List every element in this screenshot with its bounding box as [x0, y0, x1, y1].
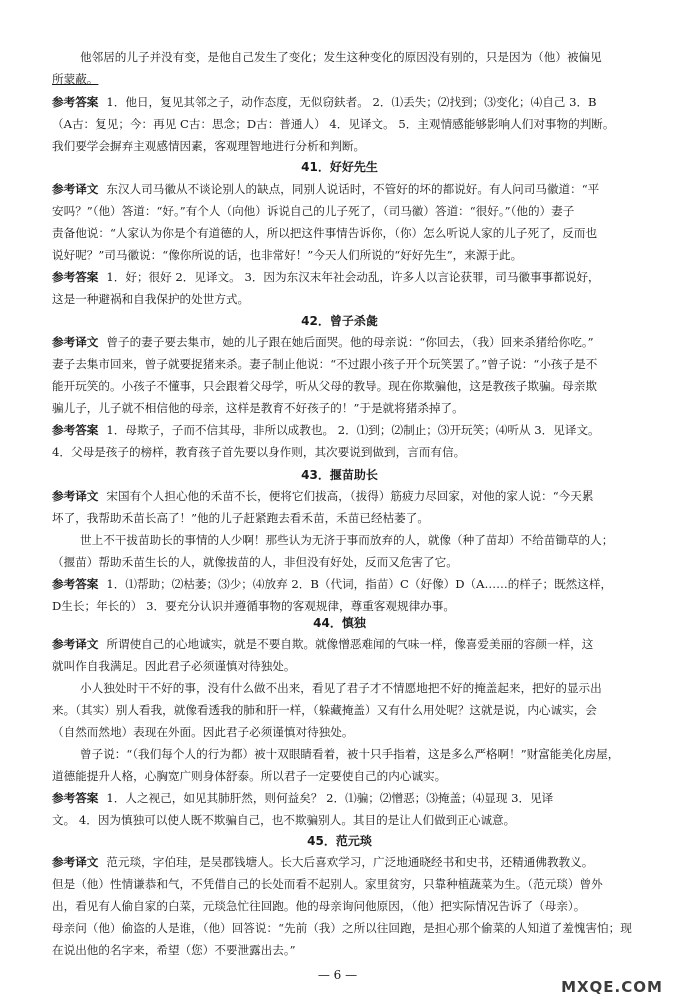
s44-line-7: 道德能提升人格，心胸宽广则身体舒泰。所以君子一定要使自己的内心诚实。	[52, 769, 447, 783]
s44-line-3: 小人独处时干不好的事，没有什么做不出来，看见了君子才不情愿地把不好的掩盖起来，把好的显示出	[80, 681, 602, 695]
s43-line-2: 坏了，我帮助禾苗长高了！”他的儿子赶紧跑去看禾苗，禾苗已经枯萎了。	[52, 511, 429, 525]
s45-line-3: 出，看见有人偷自家的白菜，元琰急忙往回跑。他的母亲询问他原因，（他）把实际情况告诉了（母亲）。	[52, 899, 586, 913]
s41-line-4: 说好呢？”司马徽说：“像你所说的话，也非常好！”今天人们所说的“好好先生”，来源于此。	[52, 248, 523, 262]
s45-line-1: 参考译文 范元琰，字伯珪，是吴郡钱塘人。长大后喜欢学习，广泛地通晓经书和史书，还精通佛教教义。	[52, 855, 594, 869]
s43-answer-1: 参考答案 1．⑴帮助；⑵枯萎；⑶少；⑷放弃 2．B（代词，指苗）C（好像）D（A……的样子；既然这样，	[52, 577, 613, 591]
s40-answer-2: （A古：复见；今：再见 C古：思念；D古：普通人） 4．见译文。 5．主观情感能够影响人们对事物的判断。	[52, 117, 615, 131]
section-title-44: 44．慎独	[313, 616, 366, 630]
s42-answer-1: 参考答案 1．母欺子，子而不信其母，非所以成教也。 2．⑴到；⑵制止；⑶开玩笑；⑷听从 3．见译文。	[52, 423, 600, 437]
s44-line-6: 曾子说：“（我们每个人的行为都）被十双眼睛看着，被十只手指着，这是多么严格啊！”财富能美化房屋，	[80, 747, 620, 761]
s41-answer-1: 参考答案 1．好；很好 2．见译文。 3．因为东汉末年社会动乱，许多人以言论获罪，司马徽事事都说好，	[52, 270, 600, 284]
s42-line-3: 能开玩笑的。小孩子不懂事，只会跟着父母学，听从父母的教导。现在你欺骗他，这是教孩子欺骗。母亲欺	[52, 379, 597, 393]
s41-line-2: 安吗？”（他）答道：“好。”有个人（向他）诉说自己的儿子死了，（司马徽）答道：“很好。”（他的）妻子	[52, 204, 575, 218]
s44-line-5: （自然而然地）表现在外面。因此君子必须谨慎对待独处。	[52, 725, 354, 739]
s40-answer-3: 我们要学会摒弃主观感情因素，客观理智地进行分析和判断。	[52, 139, 366, 153]
section-title-41: 41．好好先生	[301, 160, 378, 174]
s43-line-3: 世上不干拔苗助长的事情的人少啊！那些认为无济于事而放弃的人，就像（种了苗却）不给苗锄草的人；	[80, 533, 614, 547]
s43-answer-2: D生长；年长的） 3．要充分认识并遵循事物的客观规律，尊重客观规律办事。	[52, 599, 455, 613]
s45-line-2: 但是（他）性情谦恭和气，不凭借自己的长处而看不起别人。家里贫穷，只靠种植蔬菜为生。（范元琰）曾外	[52, 877, 603, 891]
s44-line-1: 参考译文 所谓使自己的心地诚实，就是不要自欺。就像憎恶难闻的气味一样，像喜爱美丽的容颜一样，这	[52, 637, 594, 651]
s42-line-2: 妻子去集市回来，曾子就要捉猪来杀。妻子制止他说：“不过跟小孩子开个玩笑罢了。”曾子说：“小孩子是不	[52, 357, 598, 371]
s43-line-1: 参考译文 宋国有个人担心他的禾苗不长，便将它们拔高，（拔得）筋疲力尽回家，对他的家人说：“今天累	[52, 489, 594, 503]
section-title-45: 45．范元琰	[307, 834, 372, 848]
s42-line-4: 骗儿子，儿子就不相信他的母亲，这样是教育不好孩子的！”于是就将猪杀掉了。	[52, 401, 464, 415]
answer-label: 参考答案	[52, 95, 99, 109]
s44-answer-1: 参考答案 1．人之视己，如见其肺肝然，则何益矣？ 2．⑴骗；⑵憎恶；⑶掩盖；⑷显现 3．见译	[52, 791, 554, 805]
s41-line-3: 责备他说：“人家认为你是个有道德的人，所以把这件事情告诉你，（你）怎么听说人家的儿子死了，反而也	[52, 226, 598, 240]
s43-line-4: （揠苗）帮助禾苗生长的人，就像拔苗的人，非但没有好处，反而又危害了它。	[52, 555, 458, 569]
watermark-logo: MXQE.COM	[557, 970, 667, 1004]
s42-line-1: 参考译文 曾子的妻子要去集市，她的儿子跟在她后面哭。他的母亲说：“你回去，（我）回来杀猪给你吃。”	[52, 335, 594, 349]
s40-line-1: 他邻居的儿子并没有变，是他自己发生了变化；发生这种变化的原因没有别的，只是因为（他）被偏见	[80, 50, 602, 64]
s42-answer-2: 4．父母是孩子的榜样，教育孩子首先要以身作则，其次要说到做到，言而有信。	[52, 445, 466, 459]
s41-line-1: 参考译文 东汉人司马徽从不谈论别人的缺点，同别人说话时，不管好的坏的都说好。有人问司马徽道：“平	[52, 182, 600, 196]
s44-answer-2: 文。 4．因为慎独可以使人既不欺骗自己，也不欺骗别人。其目的是让人们做到正心诚意。	[52, 813, 516, 827]
s40-answer-1: 参考答案 1．他日，复见其邻之子，动作态度，无似窃鈇者。 2．⑴丢失；⑵找到；⑶变化；⑷自己 3．B	[52, 95, 597, 109]
s40-line-2: 所蒙蔽。	[52, 72, 99, 86]
s45-line-4: 母亲问（他）偷盗的人是谁，（他）回答说：“先前（我）之所以往回跑，是担心那个偷菜的人知道了羞愧害怕；现	[52, 921, 632, 935]
s41-answer-2: 这是一种避祸和自我保护的处世方式。	[52, 292, 250, 306]
s45-line-5: 在说出他的名字来，希望（您）不要泄露出去。”	[52, 943, 296, 957]
page-number: — 6 —	[317, 968, 358, 982]
section-title-43: 43．揠苗助长	[301, 468, 378, 482]
section-title-42: 42．曾子杀彘	[301, 314, 378, 328]
s44-line-2: 就叫作自我满足。因此君子必须谨慎对待独处。	[52, 659, 296, 673]
s44-line-4: 来。（其实）别人看我，就像看透我的肺和肝一样，（躲藏掩盖）又有什么用处呢？这就是说，内心诚实，会	[52, 703, 597, 717]
